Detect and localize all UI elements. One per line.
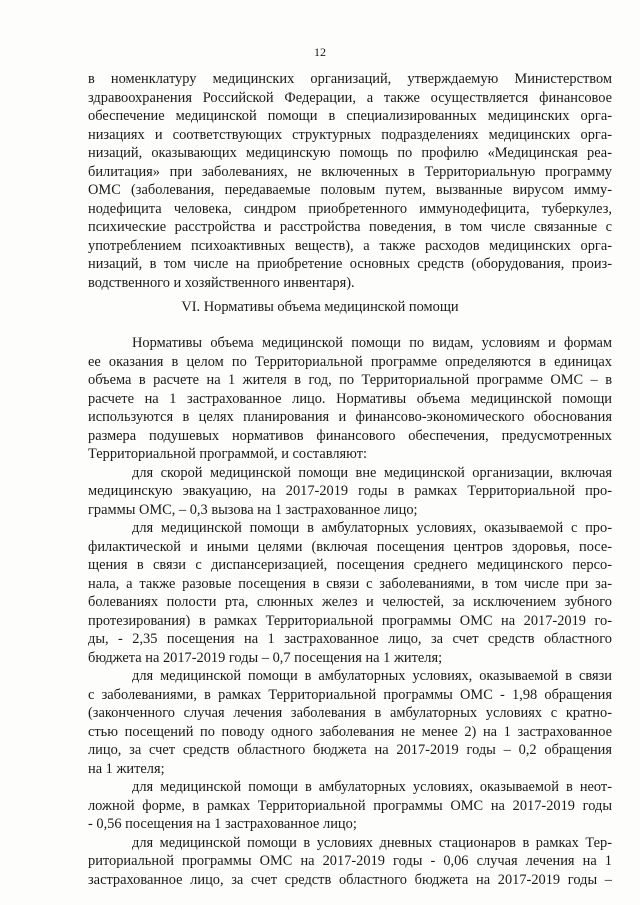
text-line: нодефицита человека, синдром приобретенного иммунодефицита, туберкулез, — [88, 200, 612, 217]
text-line: водственного и хозяйственного инвентаря). — [88, 274, 355, 291]
text-line: для медицинской помощи в условиях дневных стационаров в рамках Тер- — [132, 834, 612, 851]
text-line: лицо, за счет средств областного бюджета на 2017-2019 годы – 0,2 обращения — [88, 742, 612, 758]
text-line: ее оказания в целом по Территориальной программе определяются в единицах — [88, 353, 612, 370]
text-line: здравоохранения Российской Федерации, а также осуществляется финансовое — [88, 89, 612, 106]
text-line: ды, - 2,35 посещения на 1 застрахованное лицо, за счет средств областного — [88, 631, 612, 647]
text-line: филактической и иными целями (включая посещения центров здоровья, посе- — [88, 538, 612, 555]
text-line: низаций, оказывающих медицинскую помощь по профилю «Медицинская реа- — [88, 145, 612, 161]
text-line: билитация» при заболеваниях, не включенных в Территориальную программу — [88, 163, 612, 180]
text-line: расчете на 1 застрахованное лицо. Нормативы объема медицинской помощи — [88, 390, 612, 407]
text-line: ложной форме, в рамках Территориальной программы ОМС на 2017-2019 годы — [88, 797, 612, 814]
text-line: стью посещений по поводу одного заболевания не менее 2) на 1 застрахованное — [88, 723, 612, 740]
text-line: ОМС (заболевания, передаваемые половым путем, вызванные вирусом имму- — [88, 182, 612, 198]
section-heading: VI. Нормативы объема медицинской помощи — [181, 299, 459, 315]
text-line: обеспечение медицинской помощи в специализированных медицинских орга- — [88, 108, 612, 124]
text-line: низациях и соответствующих структурных подразделениях медицинских орга- — [88, 126, 612, 143]
page-number: 12 — [314, 45, 326, 59]
text-line: (законченного случая лечения заболевания в амбулаторных условиях с кратно- — [88, 705, 612, 721]
text-line: для скорой медицинской помощи вне медицинской организации, включая — [132, 464, 612, 481]
text-line: в номенклатуру медицинских организаций, утверждаемую Министерством — [88, 71, 612, 87]
text-line: застрахованное лицо, за счет средств областного бюджета на 2017-2019 годы – — [88, 871, 612, 888]
paragraph-intro — [88, 334, 612, 464]
text-line: щения в связи с диспансеризацией, посещения среднего медицинского персо- — [88, 557, 612, 573]
text-line: граммы ОМС, – 0,3 вызова на 1 застрахованное лицо; — [88, 501, 418, 518]
paragraph-urgent-care — [88, 778, 612, 834]
text-line: нала, а также разовые посещения в связи с заболеваниями, в том числе при за- — [88, 575, 612, 592]
text-line: протезирования) в рамках Территориальной программы ОМС на 2017-2019 го- — [88, 612, 612, 629]
text-line: риториальной программы ОМС на 2017-2019 годы - 0,06 случая лечения на 1 — [88, 853, 612, 869]
paragraph-day-hospital — [88, 834, 612, 890]
text-line: для медицинской помощи в амбулаторных условиях, оказываемой с про- — [132, 520, 612, 536]
text-line: психические расстройства и расстройства поведения, в том числе связанные с — [88, 219, 612, 235]
text-line: Нормативы объема медицинской помощи по видам, условиям и формам — [132, 335, 612, 351]
paragraph-outpatient-preventive — [88, 519, 612, 667]
paragraph-continuation — [88, 70, 612, 292]
paragraph-ambulance — [88, 464, 612, 520]
text-line: для медицинской помощи в амбулаторных условиях, оказываемой в связи — [132, 668, 612, 684]
text-line: бюджета на 2017-2019 годы – 0,7 посещения на 1 жителя; — [88, 649, 443, 666]
text-line: используются в целях планирования и финансово-экономического обоснования — [88, 409, 612, 425]
paragraph-outpatient-disease — [88, 667, 612, 778]
text-line: на 1 жителя; — [88, 760, 165, 777]
text-line: - 0,56 посещения на 1 застрахованное лицо; — [88, 816, 357, 832]
text-line: с заболеваниями, в рамках Территориальной программы ОМС - 1,98 обращения — [88, 686, 612, 703]
text-line: размера подушевых нормативов финансового обеспечения, предусмотренных — [88, 427, 612, 444]
text-line: медицинскую эвакуацию, на 2017-2019 годы в рамках Территориальной про- — [88, 483, 612, 499]
text-line: Территориальной программой, и составляют: — [88, 446, 367, 462]
text-line: низаций, в том числе на приобретение основных средств (оборудования, произ- — [88, 256, 612, 272]
text-line: объема в расчете на 1 жителя в год, по Территориальной программе ОМС – в — [88, 372, 612, 388]
text-line: болеваниях полости рта, слюнных желез и челюстей, за исключением зубного — [88, 594, 612, 610]
text-line: употреблением психоактивных веществ), а также расходов медицинских орга- — [88, 237, 612, 254]
text-line: для медицинской помощи в амбулаторных условиях, оказываемой в неот- — [132, 779, 612, 795]
